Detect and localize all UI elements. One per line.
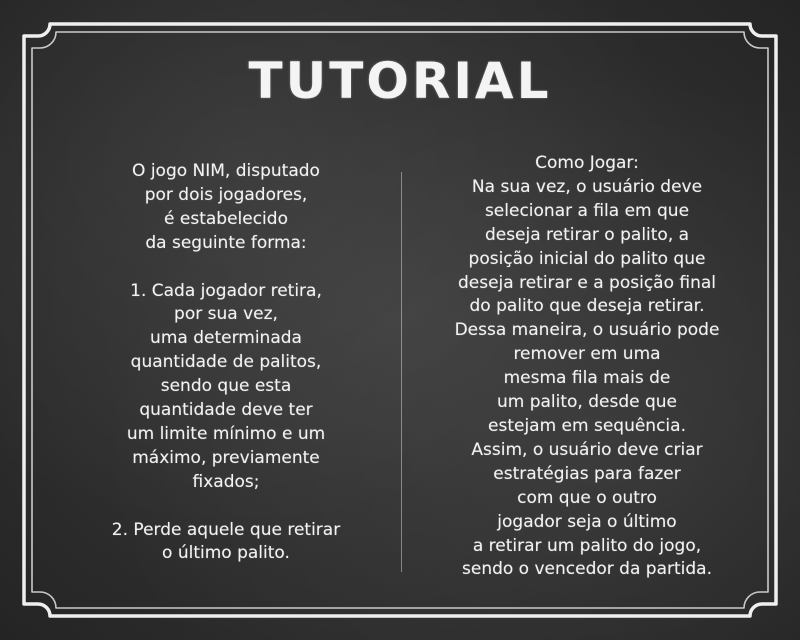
how-to-play-line: Dessa maneira, o usuário pode — [454, 320, 720, 341]
how-to-play-heading: Como Jogar: — [535, 153, 639, 173]
how-to-play-line: sendo o vencedor da partida. — [462, 559, 712, 580]
how-to-play-line: Na sua vez, o usuário deve — [471, 176, 703, 197]
how-to-play-line: estratégias para fazer — [493, 463, 681, 484]
rule1-line: por sua vez, — [174, 304, 278, 325]
intro-line: por dois jogadores, — [144, 184, 308, 205]
rule1-line: quantidade deve ter — [139, 400, 313, 421]
tutorial-title: TUTORIAL — [248, 52, 552, 110]
how-to-play-line: a retirar um palito do jogo, — [472, 535, 702, 556]
how-to-play-line: do palito que deseja retirar. — [469, 296, 705, 317]
how-to-play-line: com que o outro — [517, 487, 657, 508]
intro-line: é estabelecido — [164, 208, 288, 229]
how-to-play-line: jogador seja o último — [497, 511, 677, 532]
how-to-play-column — [412, 152, 762, 582]
rules-column — [62, 160, 390, 566]
rule1-line: 1. Cada jogador retira, — [130, 280, 322, 301]
spacer — [62, 256, 390, 280]
intro-line: da seguinte forma: — [145, 232, 307, 253]
rule1-line: um limite mínimo e um — [126, 423, 326, 444]
how-to-play-line: Assim, o usuário deve criar — [471, 439, 703, 460]
how-to-play-line: mesma fila mais de — [503, 368, 671, 389]
spacer — [62, 495, 390, 519]
rule1-line: máximo, previamente — [132, 447, 320, 468]
rule1-line: sendo que esta — [160, 376, 292, 397]
how-to-play-line: deseja retirar e a posição final — [457, 272, 717, 293]
rule1-line: fixados; — [192, 471, 260, 492]
rule2-line: o último palito. — [162, 543, 290, 564]
rule2-line: 2. Perde aquele que retirar — [111, 519, 341, 540]
how-to-play-line: deseja retirar o palito, a — [484, 224, 690, 245]
rule1-line: uma determinada — [150, 328, 302, 349]
column-divider — [401, 172, 402, 572]
how-to-play-line: um palito, desde que — [496, 392, 678, 413]
rule1-line: quantidade de palitos, — [130, 352, 322, 373]
how-to-play-line: selecionar a fila em que — [484, 200, 690, 221]
how-to-play-line: posição inicial do palito que — [468, 248, 706, 269]
how-to-play-line: remover em uma — [513, 344, 661, 365]
intro-line: O jogo NIM, disputado — [132, 161, 320, 181]
how-to-play-line: estejam em sequência. — [488, 415, 686, 436]
